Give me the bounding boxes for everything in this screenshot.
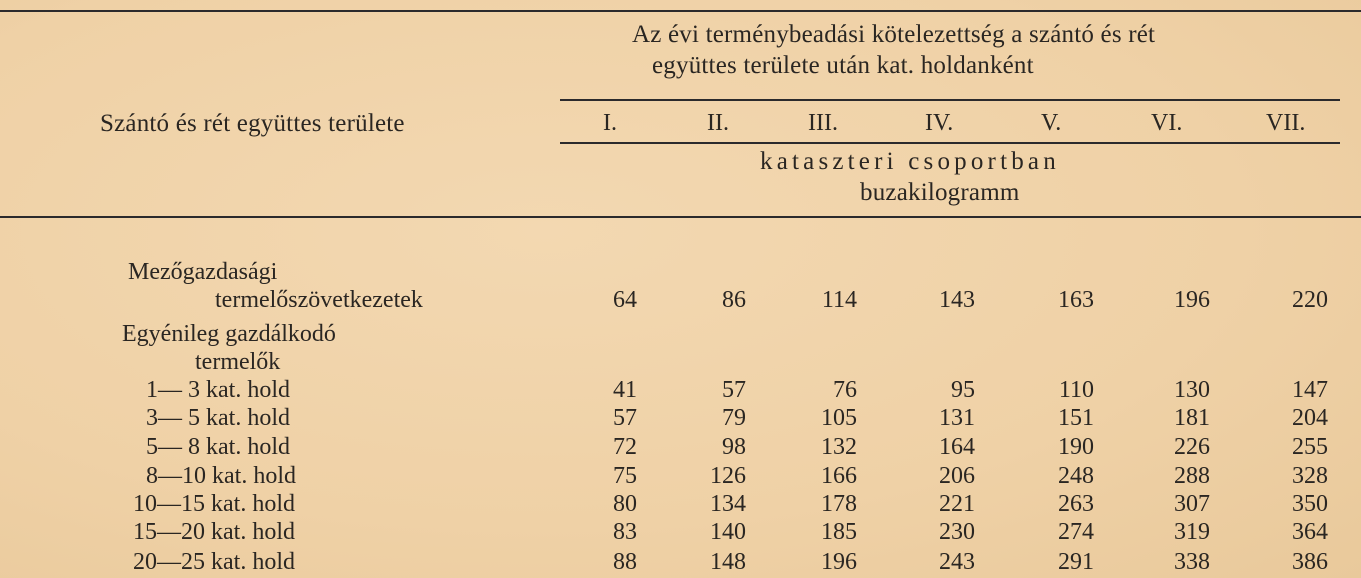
- table-cell: 148: [710, 549, 746, 575]
- top-rule: [0, 10, 1361, 12]
- table-cell: 164: [939, 434, 975, 460]
- table-cell: 364: [1292, 519, 1328, 545]
- table-cell: 75: [613, 463, 637, 489]
- table-cell: 338: [1174, 549, 1210, 575]
- table-cell: 57: [613, 405, 637, 431]
- header-mid-rule: [560, 99, 1340, 101]
- table-cell: 255: [1292, 434, 1328, 460]
- table-cell: 328: [1292, 463, 1328, 489]
- row-label-20-25: 20—25 kat. hold: [133, 549, 295, 575]
- table-cell: 190: [1058, 434, 1094, 460]
- table-cell: 221: [939, 491, 975, 517]
- table-cell: 204: [1292, 405, 1328, 431]
- table-cell: 83: [613, 519, 637, 545]
- table-cell: 196: [821, 549, 857, 575]
- column-header-3: III.: [808, 110, 838, 136]
- table-cell: 41: [613, 377, 637, 403]
- header-bottom-rule: [0, 216, 1361, 218]
- table-cell: 72: [613, 434, 637, 460]
- table-cell: 57: [722, 377, 746, 403]
- column-header-7: VII.: [1266, 110, 1306, 136]
- table-cell: 291: [1058, 549, 1094, 575]
- column-header-4: IV.: [925, 110, 954, 136]
- table-cell: 64: [613, 287, 637, 313]
- column-header-2: II.: [707, 110, 729, 136]
- table-cell: 163: [1058, 287, 1094, 313]
- table-cell: 105: [821, 405, 857, 431]
- table-cell: 126: [710, 463, 746, 489]
- table-cell: 98: [722, 434, 746, 460]
- table-cell: 220: [1292, 287, 1328, 313]
- table-cell: 110: [1058, 377, 1094, 403]
- header-group-line2: buzakilogramm: [860, 179, 1020, 206]
- table-cell: 130: [1174, 377, 1210, 403]
- column-header-5: V.: [1041, 110, 1062, 136]
- table-cell: 178: [821, 491, 857, 517]
- table-cell: 185: [821, 519, 857, 545]
- table-cell: 386: [1292, 549, 1328, 575]
- table-cell: 88: [613, 549, 637, 575]
- table-cell: 140: [710, 519, 746, 545]
- table-cell: 166: [821, 463, 857, 489]
- table-cell: 76: [833, 377, 857, 403]
- table-cell: 206: [939, 463, 975, 489]
- table-cell: 196: [1174, 287, 1210, 313]
- table-cell: 243: [939, 549, 975, 575]
- column-header-6: VI.: [1151, 110, 1183, 136]
- table-cell: 350: [1292, 491, 1328, 517]
- row-label-coop-2: termelőszövetkezetek: [215, 287, 423, 313]
- row-label-individual-1: Egyénileg gazdálkodó: [122, 321, 336, 347]
- table-cell: 147: [1292, 377, 1328, 403]
- table-cell: 95: [951, 377, 975, 403]
- row-label-5-8: 5— 8 kat. hold: [146, 434, 290, 460]
- table-cell: 288: [1174, 463, 1210, 489]
- table-cell: 274: [1058, 519, 1094, 545]
- header-group-line1: kataszteri csoportban: [760, 148, 1060, 175]
- table-cell: 134: [710, 491, 746, 517]
- table-cell: 181: [1174, 405, 1210, 431]
- table-cell: 131: [939, 405, 975, 431]
- table-cell: 132: [821, 434, 857, 460]
- table-cell: 319: [1174, 519, 1210, 545]
- header-left-label: Szántó és rét együttes területe: [100, 110, 405, 137]
- table-cell: 114: [821, 287, 857, 313]
- table-cell: 230: [939, 519, 975, 545]
- header-title-line1: Az évi terménybeadási kötelezettség a szántó és rét: [632, 21, 1156, 48]
- row-label-individual-2: termelők: [195, 349, 281, 375]
- row-label-10-15: 10—15 kat. hold: [133, 491, 295, 517]
- table-cell: 226: [1174, 434, 1210, 460]
- header-title-line2: együttes területe után kat. holdanként: [652, 52, 1034, 79]
- column-header-1: I.: [603, 110, 617, 136]
- header-roman-rule: [560, 142, 1340, 144]
- table-cell: 151: [1058, 405, 1094, 431]
- row-label-15-20: 15—20 kat. hold: [133, 519, 295, 545]
- table-cell: 80: [613, 491, 637, 517]
- row-label-1-3: 1— 3 kat. hold: [146, 377, 290, 403]
- row-label-8-10: 8—10 kat. hold: [146, 463, 296, 489]
- row-label-3-5: 3— 5 kat. hold: [146, 405, 290, 431]
- table-cell: 79: [722, 405, 746, 431]
- table-cell: 143: [939, 287, 975, 313]
- table-cell: 307: [1174, 491, 1210, 517]
- table-cell: 248: [1058, 463, 1094, 489]
- table-cell: 86: [722, 287, 746, 313]
- row-label-coop-1: Mezőgazdasági: [128, 259, 278, 285]
- table-cell: 263: [1058, 491, 1094, 517]
